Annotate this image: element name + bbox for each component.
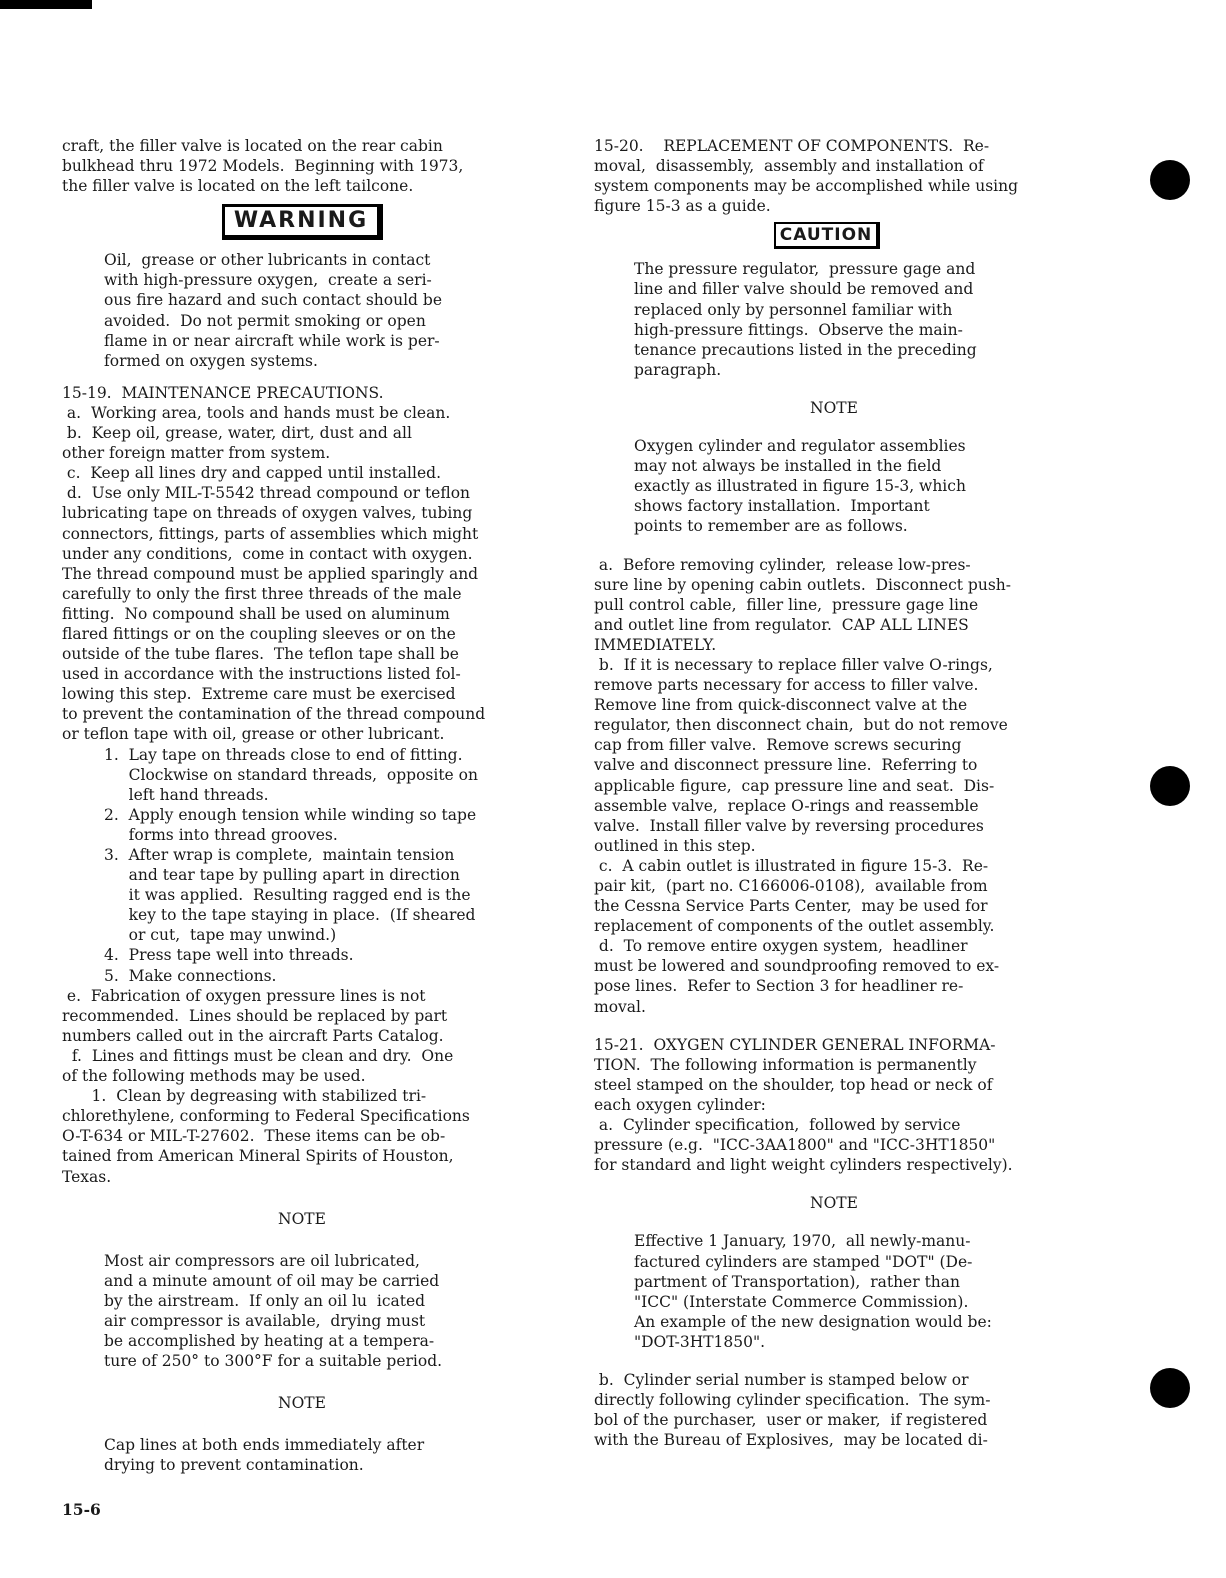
note-installation-text — [594, 436, 1074, 536]
note-label: NOTE — [810, 1194, 858, 1213]
text-line: a. Cylinder specification, followed by service — [594, 1116, 961, 1135]
text-line: b. Keep oil, grease, water, dirt, dust and all — [62, 424, 412, 443]
text-line: or teflon tape with oil, grease or other lubricant. — [62, 725, 445, 744]
text-line: pressure (e.g. "ICC-3AA1800" and "ICC-3HT1850" — [594, 1136, 996, 1155]
text-line: by the airstream. If only an oil lu icated — [104, 1291, 426, 1310]
text-line: bulkhead thru 1972 Models. Beginning with 1973, — [62, 157, 464, 176]
text-line: tained from American Mineral Spirits of Houston, — [62, 1147, 454, 1166]
text-line: drying to prevent contamination. — [104, 1456, 364, 1475]
text-line: factured cylinders are stamped "DOT" (De- — [634, 1252, 973, 1271]
text-line: O-T-634 or MIL-T-27602. These items can be ob- — [62, 1127, 446, 1146]
text-line: applicable figure, cap pressure line and seat. Dis- — [594, 776, 995, 795]
text-line: with the Bureau of Explosives, may be located di- — [594, 1431, 988, 1450]
text-line: Cap lines at both ends immediately after — [104, 1436, 425, 1455]
note-compressor-text — [62, 1251, 542, 1372]
right-column — [594, 136, 1074, 1450]
section-heading-15-20 — [594, 136, 1074, 216]
text-line: "DOT-3HT1850". — [634, 1332, 766, 1351]
text-line: recommended. Lines should be replaced by part — [62, 1006, 448, 1025]
text-line: c. Keep all lines dry and capped until installed. — [62, 464, 441, 483]
text-line: for standard and light weight cylinders respectively). — [594, 1156, 1013, 1175]
text-line: bol of the purchaser, user or maker, if registered — [594, 1411, 988, 1430]
text-line: pull control cable, filler line, pressure gage line — [594, 595, 979, 614]
lines-fabrication-text — [62, 986, 542, 1187]
text-line: chlorethylene, conforming to Federal Specifications — [62, 1107, 470, 1126]
warning-label: WARNING — [222, 204, 383, 240]
text-line: pose lines. Refer to Section 3 for headliner re- — [594, 977, 964, 996]
text-line: Most air compressors are oil lubricated, — [104, 1251, 420, 1270]
text-line: f. Lines and fittings must be clean and dry. One — [62, 1046, 454, 1065]
intro-paragraph — [62, 136, 542, 196]
binder-hole-middle — [1150, 766, 1190, 806]
text-line: avoided. Do not permit smoking or open — [104, 311, 426, 330]
text-line: air compressor is available, drying must — [104, 1311, 426, 1330]
list-item: left hand threads. — [104, 785, 269, 804]
text-line: Texas. — [62, 1167, 112, 1186]
text-line: paragraph. — [634, 360, 722, 379]
text-line: to prevent the contamination of the thread compound — [62, 705, 486, 724]
text-line: outside of the tube flares. The teflon tape shall be — [62, 645, 459, 664]
text-line: line and filler valve should be removed and — [634, 280, 974, 299]
text-line: 15-20. REPLACEMENT OF COMPONENTS. Re- — [594, 137, 990, 155]
text-line: lowing this step. Extreme care must be exercised — [62, 685, 456, 704]
text-line: flared fittings or on the coupling sleeves or on the — [62, 624, 456, 643]
list-item: 2. Apply enough tension while winding so tape — [104, 805, 477, 824]
text-line: system components may be accomplished while using — [594, 177, 1019, 196]
text-line: may not always be installed in the field — [634, 457, 942, 476]
text-line: d. Use only MIL-T-5542 thread compound or teflon — [62, 484, 471, 503]
list-item: key to the tape staying in place. (If sheared — [104, 906, 476, 925]
caution-text — [594, 259, 1074, 380]
binder-hole-top — [1150, 160, 1190, 200]
text-line: under any conditions, come in contact with oxygen. — [62, 544, 473, 563]
text-line: The pressure regulator, pressure gage and — [634, 260, 976, 279]
text-line: figure 15-3 as a guide. — [594, 197, 771, 216]
text-line: 1. Clean by degreasing with stabilized tri- — [62, 1087, 427, 1106]
text-line: numbers called out in the aircraft Parts Catalog. — [62, 1026, 444, 1045]
text-line: other foreign matter from system. — [62, 444, 331, 463]
replacement-steps — [594, 555, 1074, 1017]
text-line: replacement of components of the outlet assembly. — [594, 917, 995, 936]
text-line: outlined in this step. — [594, 836, 756, 855]
note-label: NOTE — [278, 1394, 326, 1413]
text-line: ture of 250° to 300°F for a suitable period. — [104, 1352, 443, 1371]
text-line: replaced only by personnel familiar with — [634, 300, 953, 319]
text-line: IMMEDIATELY. — [594, 635, 717, 654]
text-line: c. A cabin outlet is illustrated in figure 15-3. Re- — [594, 856, 989, 875]
text-line: a. Working area, tools and hands must be clean. — [62, 403, 451, 422]
text-line: carefully to only the first three threads of the male — [62, 584, 462, 603]
left-column — [62, 136, 542, 1476]
list-item: 4. Press tape well into threads. — [104, 946, 354, 965]
tape-steps-list — [62, 745, 542, 986]
text-line: d. To remove entire oxygen system, headliner — [594, 937, 968, 956]
text-line: Oil, grease or other lubricants in contact — [104, 251, 431, 270]
note-label: NOTE — [810, 398, 858, 417]
list-item: Clockwise on standard threads, opposite on — [104, 765, 478, 784]
text-line: pair kit, (part no. C166006-0108), available from — [594, 877, 988, 895]
text-line: points to remember are as follows. — [634, 517, 908, 536]
text-line: the filler valve is located on the left tailcone. — [62, 177, 414, 196]
section-heading-15-19: 15-19. MAINTENANCE PRECAUTIONS. — [62, 383, 384, 402]
text-line: steel stamped on the shoulder, top head or neck of — [594, 1075, 993, 1094]
text-line: cap from filler valve. Remove screws securing — [594, 736, 962, 755]
text-line: valve. Install filler valve by reversing procedures — [594, 816, 984, 835]
warning-text — [62, 250, 542, 371]
text-line: TION. The following information is permanently — [594, 1055, 977, 1074]
text-line: with high-pressure oxygen, create a seri- — [104, 271, 432, 290]
text-line: b. If it is necessary to replace filler valve O-rings, — [594, 655, 993, 674]
text-line: fitting. No compound shall be used on aluminum — [62, 604, 450, 623]
text-line: valve and disconnect pressure line. Referring to — [594, 756, 978, 775]
text-line: remove parts necessary for access to filler valve. — [594, 676, 979, 695]
text-line: shows factory installation. Important — [634, 497, 930, 516]
note-label: NOTE — [278, 1209, 326, 1228]
list-item: and tear tape by pulling apart in direction — [104, 866, 460, 885]
text-line: each oxygen cylinder: — [594, 1095, 766, 1114]
text-line: Remove line from quick-disconnect valve at the — [594, 696, 968, 715]
text-line: b. Cylinder serial number is stamped below or — [594, 1370, 969, 1389]
text-line: assemble valve, replace O-rings and reassemble — [594, 796, 979, 815]
text-line: regulator, then disconnect chain, but do not remove — [594, 716, 1008, 735]
text-line: of the following methods may be used. — [62, 1067, 366, 1086]
page-number: 15-6 — [62, 1500, 101, 1519]
text-line: ous fire hazard and such contact should be — [104, 291, 442, 310]
list-item: it was applied. Resulting ragged end is the — [104, 886, 471, 905]
text-line: used in accordance with the instructions listed fol- — [62, 665, 461, 684]
note-cap-lines-text — [62, 1435, 542, 1475]
text-line: Oxygen cylinder and regulator assemblies — [634, 437, 966, 456]
text-line: An example of the new designation would be: — [634, 1312, 992, 1331]
maintenance-precautions — [62, 403, 542, 745]
list-item: 1. Lay tape on threads close to end of fitting. — [104, 745, 463, 764]
text-line: sure line by opening cabin outlets. Disconnect push- — [594, 575, 1012, 594]
text-line: connectors, fittings, parts of assemblies which might — [62, 524, 479, 543]
text-line: lubricating tape on threads of oxygen valves, tubing — [62, 504, 473, 523]
text-line: e. Fabrication of oxygen pressure lines is not — [62, 986, 426, 1005]
top-edge-mark — [0, 0, 92, 9]
list-item: 5. Make connections. — [104, 966, 277, 985]
text-line: flame in or near aircraft while work is per- — [104, 331, 440, 350]
list-item: or cut, tape may unwind.) — [104, 926, 337, 945]
list-item: 3. After wrap is complete, maintain tension — [104, 846, 455, 864]
text-line: tenance precautions listed in the preceding — [634, 340, 977, 359]
section-15-21 — [594, 1035, 1074, 1176]
text-line: moval, disassembly, assembly and installation of — [594, 157, 984, 176]
text-line: a. Before removing cylinder, release low-pres- — [594, 555, 971, 574]
caution-label: CAUTION — [774, 222, 880, 249]
text-line: be accomplished by heating at a tempera- — [104, 1332, 435, 1351]
text-line: partment of Transportation), rather than — [634, 1272, 960, 1291]
text-line: 15-21. OXYGEN CYLINDER GENERAL INFORMA- — [594, 1035, 996, 1054]
text-line: "ICC" (Interstate Commerce Commission). — [634, 1292, 969, 1311]
text-line: the Cessna Service Parts Center, may be used for — [594, 897, 988, 916]
text-line: and a minute amount of oil may be carried — [104, 1271, 440, 1290]
text-line: must be lowered and soundproofing removed to ex- — [594, 957, 1000, 976]
serial-number-text — [594, 1370, 1074, 1450]
text-line: directly following cylinder specification. The sym- — [594, 1391, 991, 1410]
text-line: exactly as illustrated in figure 15-3, which — [634, 477, 966, 496]
text-line: Effective 1 January, 1970, all newly-manu- — [634, 1232, 971, 1251]
list-item: forms into thread grooves. — [104, 825, 338, 844]
text-line: craft, the filler valve is located on the rear cabin — [62, 137, 443, 155]
text-line: and outlet line from regulator. CAP ALL LINES — [594, 615, 969, 634]
text-line: moval. — [594, 997, 646, 1016]
note-dot-designation-text — [594, 1231, 1074, 1352]
text-line: The thread compound must be applied sparingly and — [62, 564, 479, 583]
text-line: high-pressure fittings. Observe the main- — [634, 320, 963, 339]
binder-hole-bottom — [1150, 1368, 1190, 1408]
text-line: formed on oxygen systems. — [104, 351, 318, 370]
